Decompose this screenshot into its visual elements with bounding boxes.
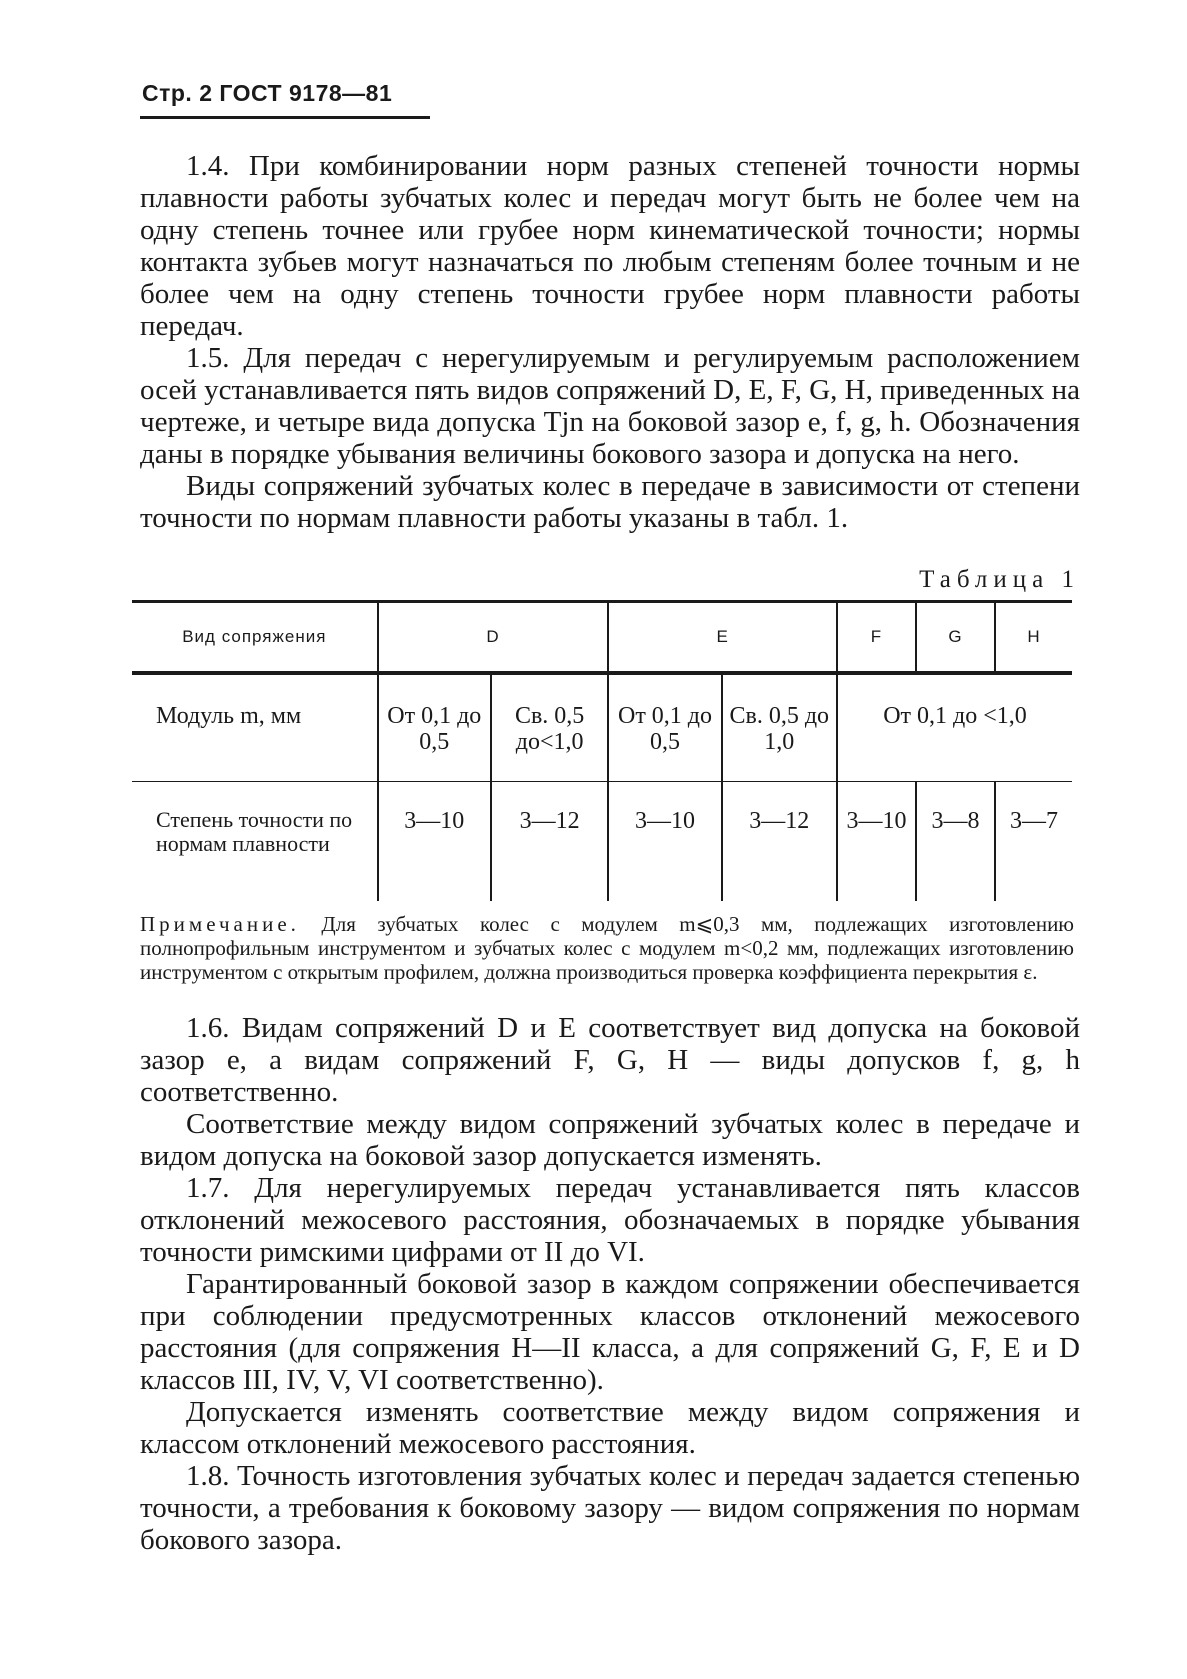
row-label-module: Модуль m, мм — [132, 673, 378, 781]
top-text — [140, 150, 1080, 534]
paragraph-guaranteed-clearance: Гарантированный боковой зазор в каждом сопряжении обеспечивается при соблюдении предусмотренных классов отклонений межосевого расстояния (для сопряжения H—II класса, а для сопряжений G, F, E и D классов III, IV, V, VI соответственно). — [140, 1268, 1080, 1396]
page-header: Стр. 2 ГОСТ 9178—81 — [142, 80, 393, 106]
header-cell-mating-type: Вид сопряжения — [132, 602, 378, 674]
cell-degree-h: 3—7 — [995, 781, 1072, 901]
cell-degree-g: 3—8 — [916, 781, 995, 901]
paragraph-correspondence: Соответствие между видом сопряжений зубчатых колес в передаче и видом допуска на боковой зазор допускается изменять. — [140, 1108, 1080, 1172]
paragraph-1-5: 1.5. Для передач с нерегулируемым и регулируемым расположением осей устанавливается пять видов сопряжений D, E, F, G, H, приведенных на чертеже, и четыре вида допуска Tjn на боковой зазор e, f, g, h. Обозначения даны в порядке убывания величины бокового зазора и допуска на него. — [140, 342, 1080, 470]
header-cell-g: G — [916, 602, 995, 674]
cell-degree-d1: 3—10 — [378, 781, 491, 901]
cell-degree-f: 3—10 — [837, 781, 916, 901]
paragraph-allowed-change: Допускается изменять соответствие между видом сопряжения и классом отклонений межосевого расстояния. — [140, 1396, 1080, 1460]
cell-degree-e2: 3—12 — [722, 781, 837, 901]
paragraph-table-intro: Виды сопряжений зубчатых колес в передаче в зависимости от степени точности по нормам плавности работы указаны в табл. 1. — [140, 470, 1080, 534]
paragraph-1-8: 1.8. Точность изготовления зубчатых колес и передач задается степенью точности, а требования к боковому зазору — видом сопряжения по нормам бокового зазора. — [140, 1460, 1080, 1556]
table-title: Таблица 1 — [919, 566, 1080, 593]
header-cell-d: D — [378, 602, 609, 674]
note-text: Для зубчатых колес с модулем m⩽0,3 мм, подлежащих изготовлению полнопрофильным инструментом и зубчатых колес с модулем m<0,2 мм, подлежащих изготовлению инструментом с открытым профилем, должна производиться проверка коэффициента перекрытия ε. — [140, 912, 1074, 984]
cell-module-e2: Св. 0,5 до 1,0 — [722, 673, 837, 781]
paragraph-1-6: 1.6. Видам сопряжений D и E соответствует вид допуска на боковой зазор e, а видам сопряжений F, G, H — виды допусков f, g, h соответственно. — [140, 1012, 1080, 1108]
note-lead: Примечание. — [140, 912, 300, 936]
table-row-degree — [132, 781, 1072, 901]
cell-degree-d2: 3—12 — [491, 781, 609, 901]
table-1 — [132, 600, 1072, 901]
cell-module-d1: От 0,1 до 0,5 — [378, 673, 491, 781]
paragraph-1-4: 1.4. При комбинировании норм разных степеней точности нормы плавности работы зубчатых колес и передач могут быть не более чем на одну степень точнее или грубее норм кинематической точности; нормы контакта зубьев могут назначаться по любым степеням более точным и не более чем на одну степень точности грубее норм плавности работы передач. — [140, 150, 1080, 342]
table-header-row — [132, 602, 1072, 674]
cell-module-d2: Св. 0,5 до<1,0 — [491, 673, 609, 781]
header-rule — [140, 116, 430, 119]
bottom-text — [140, 1012, 1080, 1556]
cell-module-e1: От 0,1 до 0,5 — [608, 673, 721, 781]
header-cell-f: F — [837, 602, 916, 674]
paragraph-1-7: 1.7. Для нерегулируемых передач устанавливается пять классов отклонений межосевого расстояния, обозначаемых в порядке убывания точности римскими цифрами от II до VI. — [140, 1172, 1080, 1268]
header-cell-h: H — [995, 602, 1072, 674]
cell-module-fgh: От 0,1 до <1,0 — [837, 673, 1072, 781]
table-note — [140, 912, 1074, 984]
header-cell-e: E — [608, 602, 837, 674]
row-label-degree: Степень точности по нормам плавности — [156, 806, 353, 856]
cell-degree-e1: 3—10 — [608, 781, 721, 901]
table-row-module — [132, 673, 1072, 781]
